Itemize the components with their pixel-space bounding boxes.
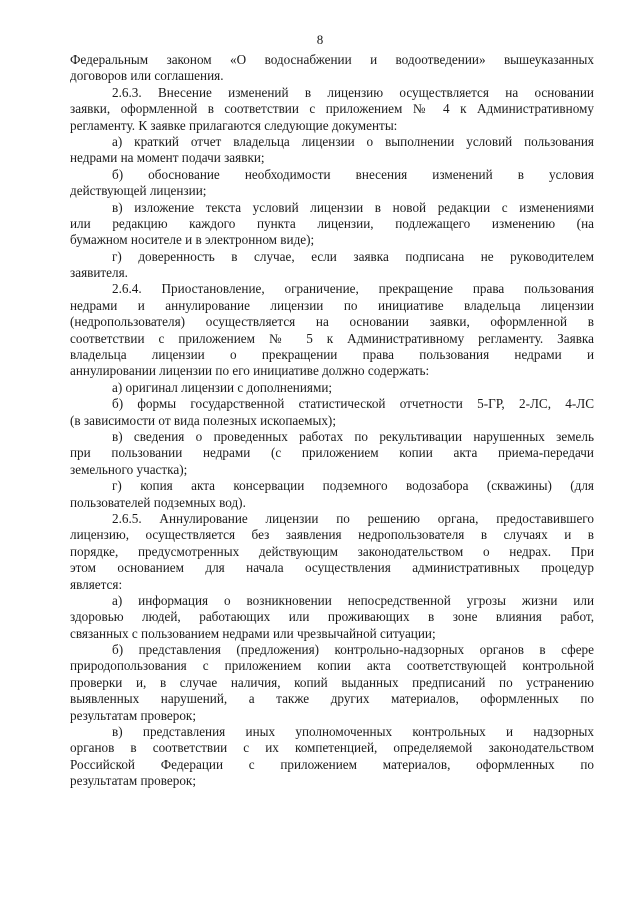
text-line: при пользовании недрами (с приложением копии акта приема-передачи [70,445,594,461]
text-line: а) информация о возникновении непосредственной угрозы жизни или [112,592,594,608]
text-line: порядке, предусмотренных действующим законодательством о недрах. При [70,543,594,559]
text-line: б) представления (предложения) контрольно-надзорных органов в сфере [112,642,594,658]
text-line: соответствии с приложением № 5 к Административному регламенту. Заявка [70,330,594,346]
text-line: Российской Федерации с приложением материалов, оформленных по [70,756,594,772]
text-line: в) сведения о проведенных работах по рекультивации нарушенных земель [112,428,594,444]
text-line: является: [70,576,123,592]
text-line: г) копия акта консервации подземного водозабора (скважины) (для [112,478,594,494]
text-line: 2.6.3. Внесение изменений в лицензию осуществляется на основании [112,84,594,100]
text-line: связанных с пользованием недрами или чрезвычайной ситуации; [70,625,436,641]
text-line: аннулировании лицензии по его инициативе должно содержать: [70,363,430,379]
text-line: бумажном носителе и в электронном виде); [70,232,315,248]
text-line: результатам проверок; [70,773,197,789]
text-line: 2.6.5. Аннулирование лицензии по решению органа, предоставившего [112,510,594,526]
text-line: б) формы государственной статистической отчетности 5-ГР, 2-ЛС, 4-ЛС [112,396,594,412]
text-line: действующей лицензии; [70,183,207,199]
text-line: владельца лицензии о прекращении права пользования недрами и [70,347,594,363]
text-line: договоров или соглашения. [70,68,224,84]
text-line: регламенту. К заявке прилагаются следующие документы: [70,117,398,133]
text-line: земельного участка); [70,461,188,477]
text-line: заявки, оформленной в соответствии с приложением № 4 к Административному [70,101,594,117]
text-line: недрами и аннулирование лицензии по инициативе владельца лицензии [70,297,594,313]
text-line: (в зависимости от вида полезных ископаемых); [70,412,336,428]
text-line: в) представления иных уполномоченных контрольных и надзорных [112,724,594,740]
text-line: а) краткий отчет владельца лицензии о выполнении условий пользования [112,133,594,149]
text-line: здоровью людей, работающих или проживающих в зоне влияния работ, [70,609,594,625]
text-line: а) оригинал лицензии с дополнениями; [112,379,333,395]
text-line: или редакцию каждого пункта лицензии, подлежащего изменению (на [70,215,594,231]
text-line: пользователей подземных вод). [70,494,246,510]
text-line: в) изложение текста условий лицензии в новой редакции с изменениями [112,199,594,215]
text-line: проверки и, в случае наличия, копий выданных предписаний по устранению [70,674,594,690]
text-line: недрами на момент подачи заявки; [70,150,265,166]
text-line: г) доверенность в случае, если заявка подписана не руководителем [112,248,594,264]
text-line: заявителя. [70,265,128,281]
text-line: выявленных нарушений, а также других материалов, оформленных по [70,691,594,707]
text-line: природопользования с приложением копии акта соответствующей контрольной [70,658,594,674]
text-line: (недропользователя) осуществляется на основании заявки, оформленной в [70,314,594,330]
text-line: Федеральным законом «О водоснабжении и водоотведении» вышеуказанных [70,52,594,67]
text-line: лицензию, осуществляется без заявления недропользователя в случаях и в [70,527,594,543]
text-line: б) обоснование необходимости внесения изменений в условия [112,166,594,182]
page-number: 8 [316,32,324,47]
text-line: этом основанием для начала осуществления административных процедур [70,560,594,576]
text-line: 2.6.4. Приостановление, ограничение, прекращение права пользования [112,281,594,297]
text-line: результатам проверок; [70,707,197,723]
document-body [70,52,594,790]
text-line: органов в соответствии с их компетенцией, определяемой законодательством [70,740,594,756]
